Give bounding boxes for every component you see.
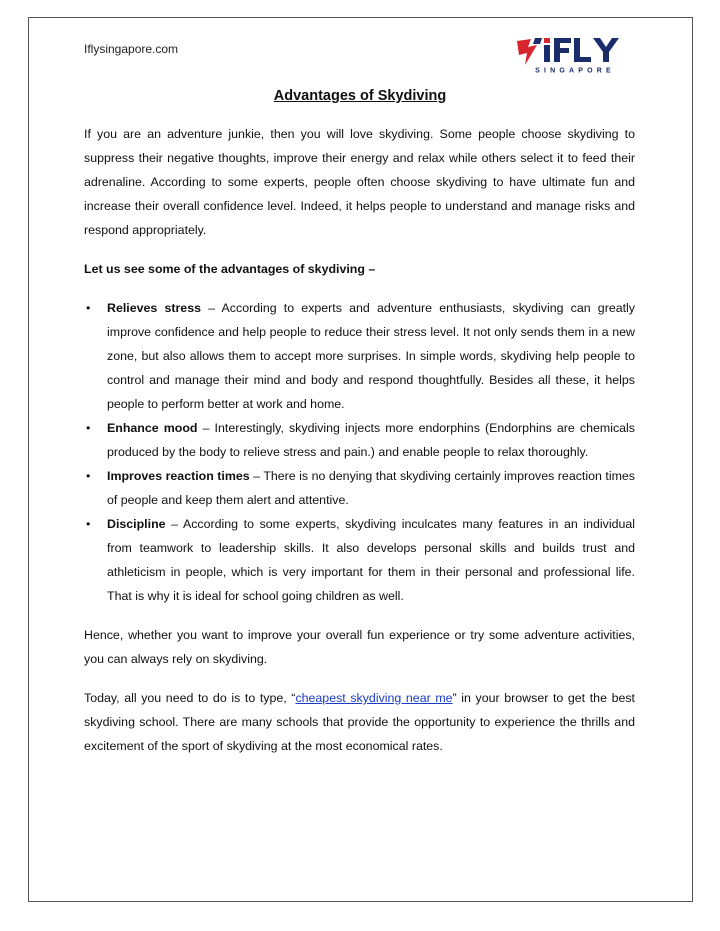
advantage-text: – There is no denying that skydiving certainly improves reaction times of people and keep them alert and attentive.	[107, 469, 635, 507]
closing-text-after: ” in your browser to get the best skydiving school. There are many schools that provide the opportunity to experience the thrills and excitement of the sport of skydiving at the most economical rates.	[84, 691, 635, 753]
document-body	[84, 122, 635, 773]
advantage-term: Improves reaction times	[107, 469, 250, 483]
list-item	[84, 512, 635, 608]
list-item	[84, 464, 635, 512]
advantage-text: – According to some experts, skydiving inculcates many features in an individual from teamwork to leadership skills. It also develops personal skills and builds trust and athleticism in people, which is very important for them in their personal and professional life. That is why it is ideal for school going children as well.	[107, 517, 635, 603]
conclusion-paragraph: Hence, whether you want to improve your overall fun experience or try some adventure activities, you can always rely on skydiving.	[84, 628, 635, 666]
advantage-text: – Interestingly, skydiving injects more endorphins (Endorphins are chemicals produced by the body to relieve stress and pain.) and enable people to relax thoroughly.	[107, 421, 635, 459]
list-item	[84, 296, 635, 416]
document-title: Advantages of Skydiving	[273, 88, 447, 104]
advantage-text: – According to experts and adventure enthusiasts, skydiving can greatly improve confidence and help people to reduce their stress level. It not only sends them in a new zone, but also allows them to accept more surprises. In simple words, skydiving help people to control and manage their mind and body and respond thoughtfully. Besides all these, it helps people to perform better at work and home.	[107, 301, 636, 411]
advantage-term: Discipline	[107, 517, 166, 531]
bullet-icon: •	[86, 421, 91, 435]
bullet-icon: •	[86, 469, 91, 483]
ifly-singapore-logo	[515, 35, 633, 75]
closing-text-before: Today, all you need to do is to type, “	[84, 691, 296, 705]
advantages-lead: Let us see some of the advantages of skydiving –	[84, 262, 376, 276]
header-site-name: Iflysingapore.com	[84, 42, 179, 56]
advantages-list	[84, 296, 635, 608]
advantage-term: Relieves stress	[107, 301, 201, 315]
bullet-icon: •	[86, 517, 91, 531]
intro-paragraph: If you are an adventure junkie, then you will love skydiving. Some people choose skydiving to suppress their negative thoughts, improve their energy and relax while others select it to feed their adrenaline. According to some experts, people often choose skydiving to have ultimate fun and increase their overall confidence level. Indeed, it helps people to understand and manage risks and respond appropriately.	[84, 127, 635, 237]
advantage-term: Enhance mood	[107, 421, 198, 435]
bullet-icon: •	[86, 301, 91, 315]
closing-paragraph	[84, 686, 635, 758]
list-item	[84, 416, 635, 464]
logo-subtext: SINGAPORE	[535, 67, 615, 75]
cheapest-skydiving-link[interactable]: cheapest skydiving near me	[295, 691, 453, 705]
ifly-logo-icon	[515, 35, 633, 75]
